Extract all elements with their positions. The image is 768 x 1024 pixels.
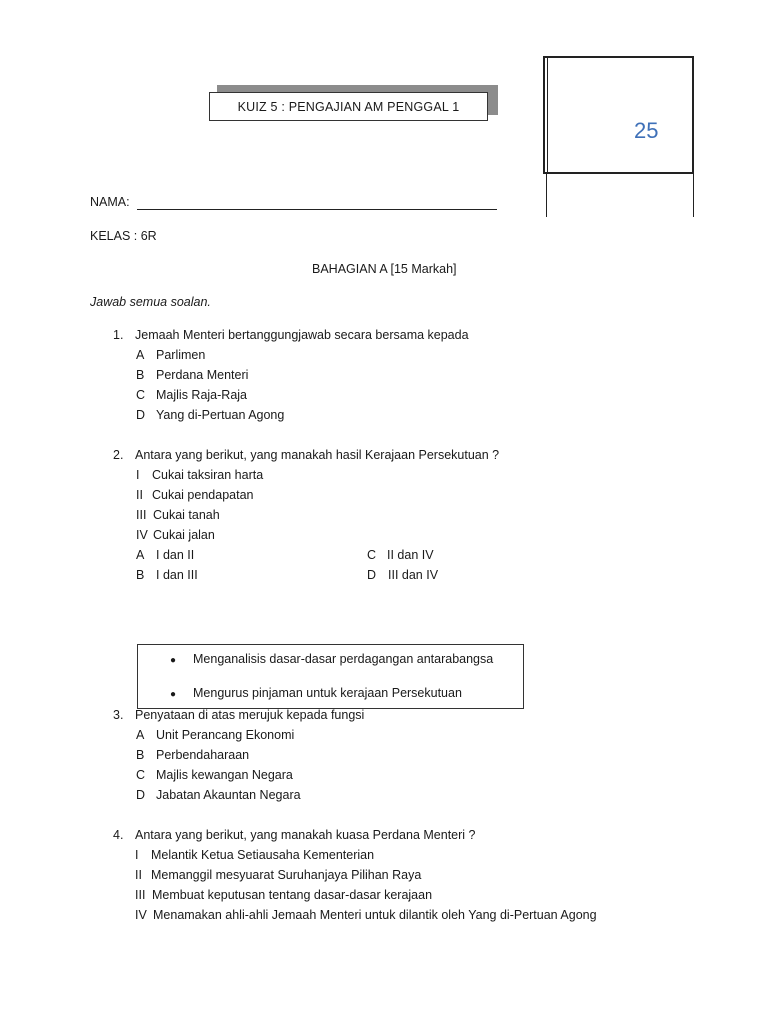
q4-item-4-roman: IV bbox=[135, 908, 147, 922]
q1-option-d[interactable]: Yang di-Pertuan Agong bbox=[156, 408, 285, 422]
bullet-icon: ● bbox=[170, 689, 177, 700]
section-title: BAHAGIAN A [15 Markah] bbox=[312, 262, 457, 276]
q4-item-4: Menamakan ahli-ahli Jemaah Menteri untuk dilantik oleh Yang di-Pertuan Agong bbox=[153, 908, 597, 922]
q1-number: 1. bbox=[113, 328, 124, 342]
quiz-title bbox=[209, 92, 488, 121]
q3-option-a-letter: A bbox=[136, 728, 145, 742]
q2-option-c[interactable]: II dan IV bbox=[387, 548, 434, 562]
q2-option-b[interactable]: I dan III bbox=[156, 568, 198, 582]
q1-option-c-letter: C bbox=[136, 388, 146, 402]
score-value: 25 bbox=[634, 118, 659, 143]
q3-option-a[interactable]: Unit Perancang Ekonomi bbox=[156, 728, 295, 742]
q3-number: 3. bbox=[113, 708, 124, 722]
q4-item-3: Membuat keputusan tentang dasar-dasar kerajaan bbox=[152, 888, 433, 902]
q2-item-4-roman: IV bbox=[136, 528, 148, 542]
q3-option-d-letter: D bbox=[136, 788, 146, 802]
q2-option-d-letter: D bbox=[367, 568, 377, 582]
quiz-title-text: KUIZ 5 : PENGAJIAN AM PENGGAL 1 bbox=[237, 99, 460, 114]
q4-item-2-roman: II bbox=[135, 868, 142, 882]
q2-item-2: Cukai pendapatan bbox=[152, 488, 254, 502]
q4-item-3-roman: III bbox=[135, 888, 146, 902]
q2-option-c-letter: C bbox=[367, 548, 377, 562]
q2-text: Antara yang berikut, yang manakah hasil Kerajaan Persekutuan ? bbox=[135, 448, 500, 462]
q3-statement-1: Menganalisis dasar-dasar perdagangan antarabangsa bbox=[193, 652, 494, 666]
q4-text: Antara yang berikut, yang manakah kuasa Perdana Menteri ? bbox=[135, 828, 476, 842]
q3-text: Penyataan di atas merujuk kepada fungsi bbox=[135, 708, 365, 722]
q2-number: 2. bbox=[113, 448, 124, 462]
class-label: KELAS : 6R bbox=[90, 229, 157, 243]
q2-option-a-letter: A bbox=[136, 548, 145, 562]
q1-option-a[interactable]: Parlimen bbox=[156, 348, 206, 362]
score-box bbox=[543, 56, 694, 174]
q3-option-d[interactable]: Jabatan Akauntan Negara bbox=[156, 788, 301, 802]
score-box-right-line bbox=[693, 174, 694, 217]
q1-option-c[interactable]: Majlis Raja-Raja bbox=[156, 388, 247, 402]
q2-item-4: Cukai jalan bbox=[153, 528, 215, 542]
q1-option-d-letter: D bbox=[136, 408, 146, 422]
q3-option-b[interactable]: Perbendaharaan bbox=[156, 748, 250, 762]
q3-statement-2: Mengurus pinjaman untuk kerajaan Persekutuan bbox=[193, 686, 462, 700]
instruction: Jawab semua soalan. bbox=[90, 295, 211, 309]
q2-option-b-letter: B bbox=[136, 568, 145, 582]
q2-item-1-roman: I bbox=[136, 468, 140, 482]
q2-option-a[interactable]: I dan II bbox=[156, 548, 195, 562]
name-field-line[interactable] bbox=[137, 209, 497, 210]
q1-option-b-letter: B bbox=[136, 368, 145, 382]
bullet-icon: ● bbox=[170, 655, 177, 666]
q4-item-1-roman: I bbox=[135, 848, 139, 862]
q4-item-2: Memanggil mesyuarat Suruhanjaya Pilihan Raya bbox=[151, 868, 422, 882]
q2-item-3: Cukai tanah bbox=[153, 508, 220, 522]
q2-item-1: Cukai taksiran harta bbox=[152, 468, 264, 482]
q1-option-b[interactable]: Perdana Menteri bbox=[156, 368, 249, 382]
q3-option-c[interactable]: Majlis kewangan Negara bbox=[156, 768, 293, 782]
score-box-left-line bbox=[546, 174, 547, 217]
q4-number: 4. bbox=[113, 828, 124, 842]
q1-text: Jemaah Menteri bertanggungjawab secara bersama kepada bbox=[135, 328, 469, 342]
q1-option-a-letter: A bbox=[136, 348, 145, 362]
name-label: NAMA: bbox=[90, 195, 130, 209]
q2-option-d[interactable]: III dan IV bbox=[388, 568, 439, 582]
q3-option-c-letter: C bbox=[136, 768, 146, 782]
q2-item-3-roman: III bbox=[136, 508, 147, 522]
q4-item-1: Melantik Ketua Setiausaha Kementerian bbox=[151, 848, 375, 862]
q2-item-2-roman: II bbox=[136, 488, 143, 502]
q3-option-b-letter: B bbox=[136, 748, 145, 762]
